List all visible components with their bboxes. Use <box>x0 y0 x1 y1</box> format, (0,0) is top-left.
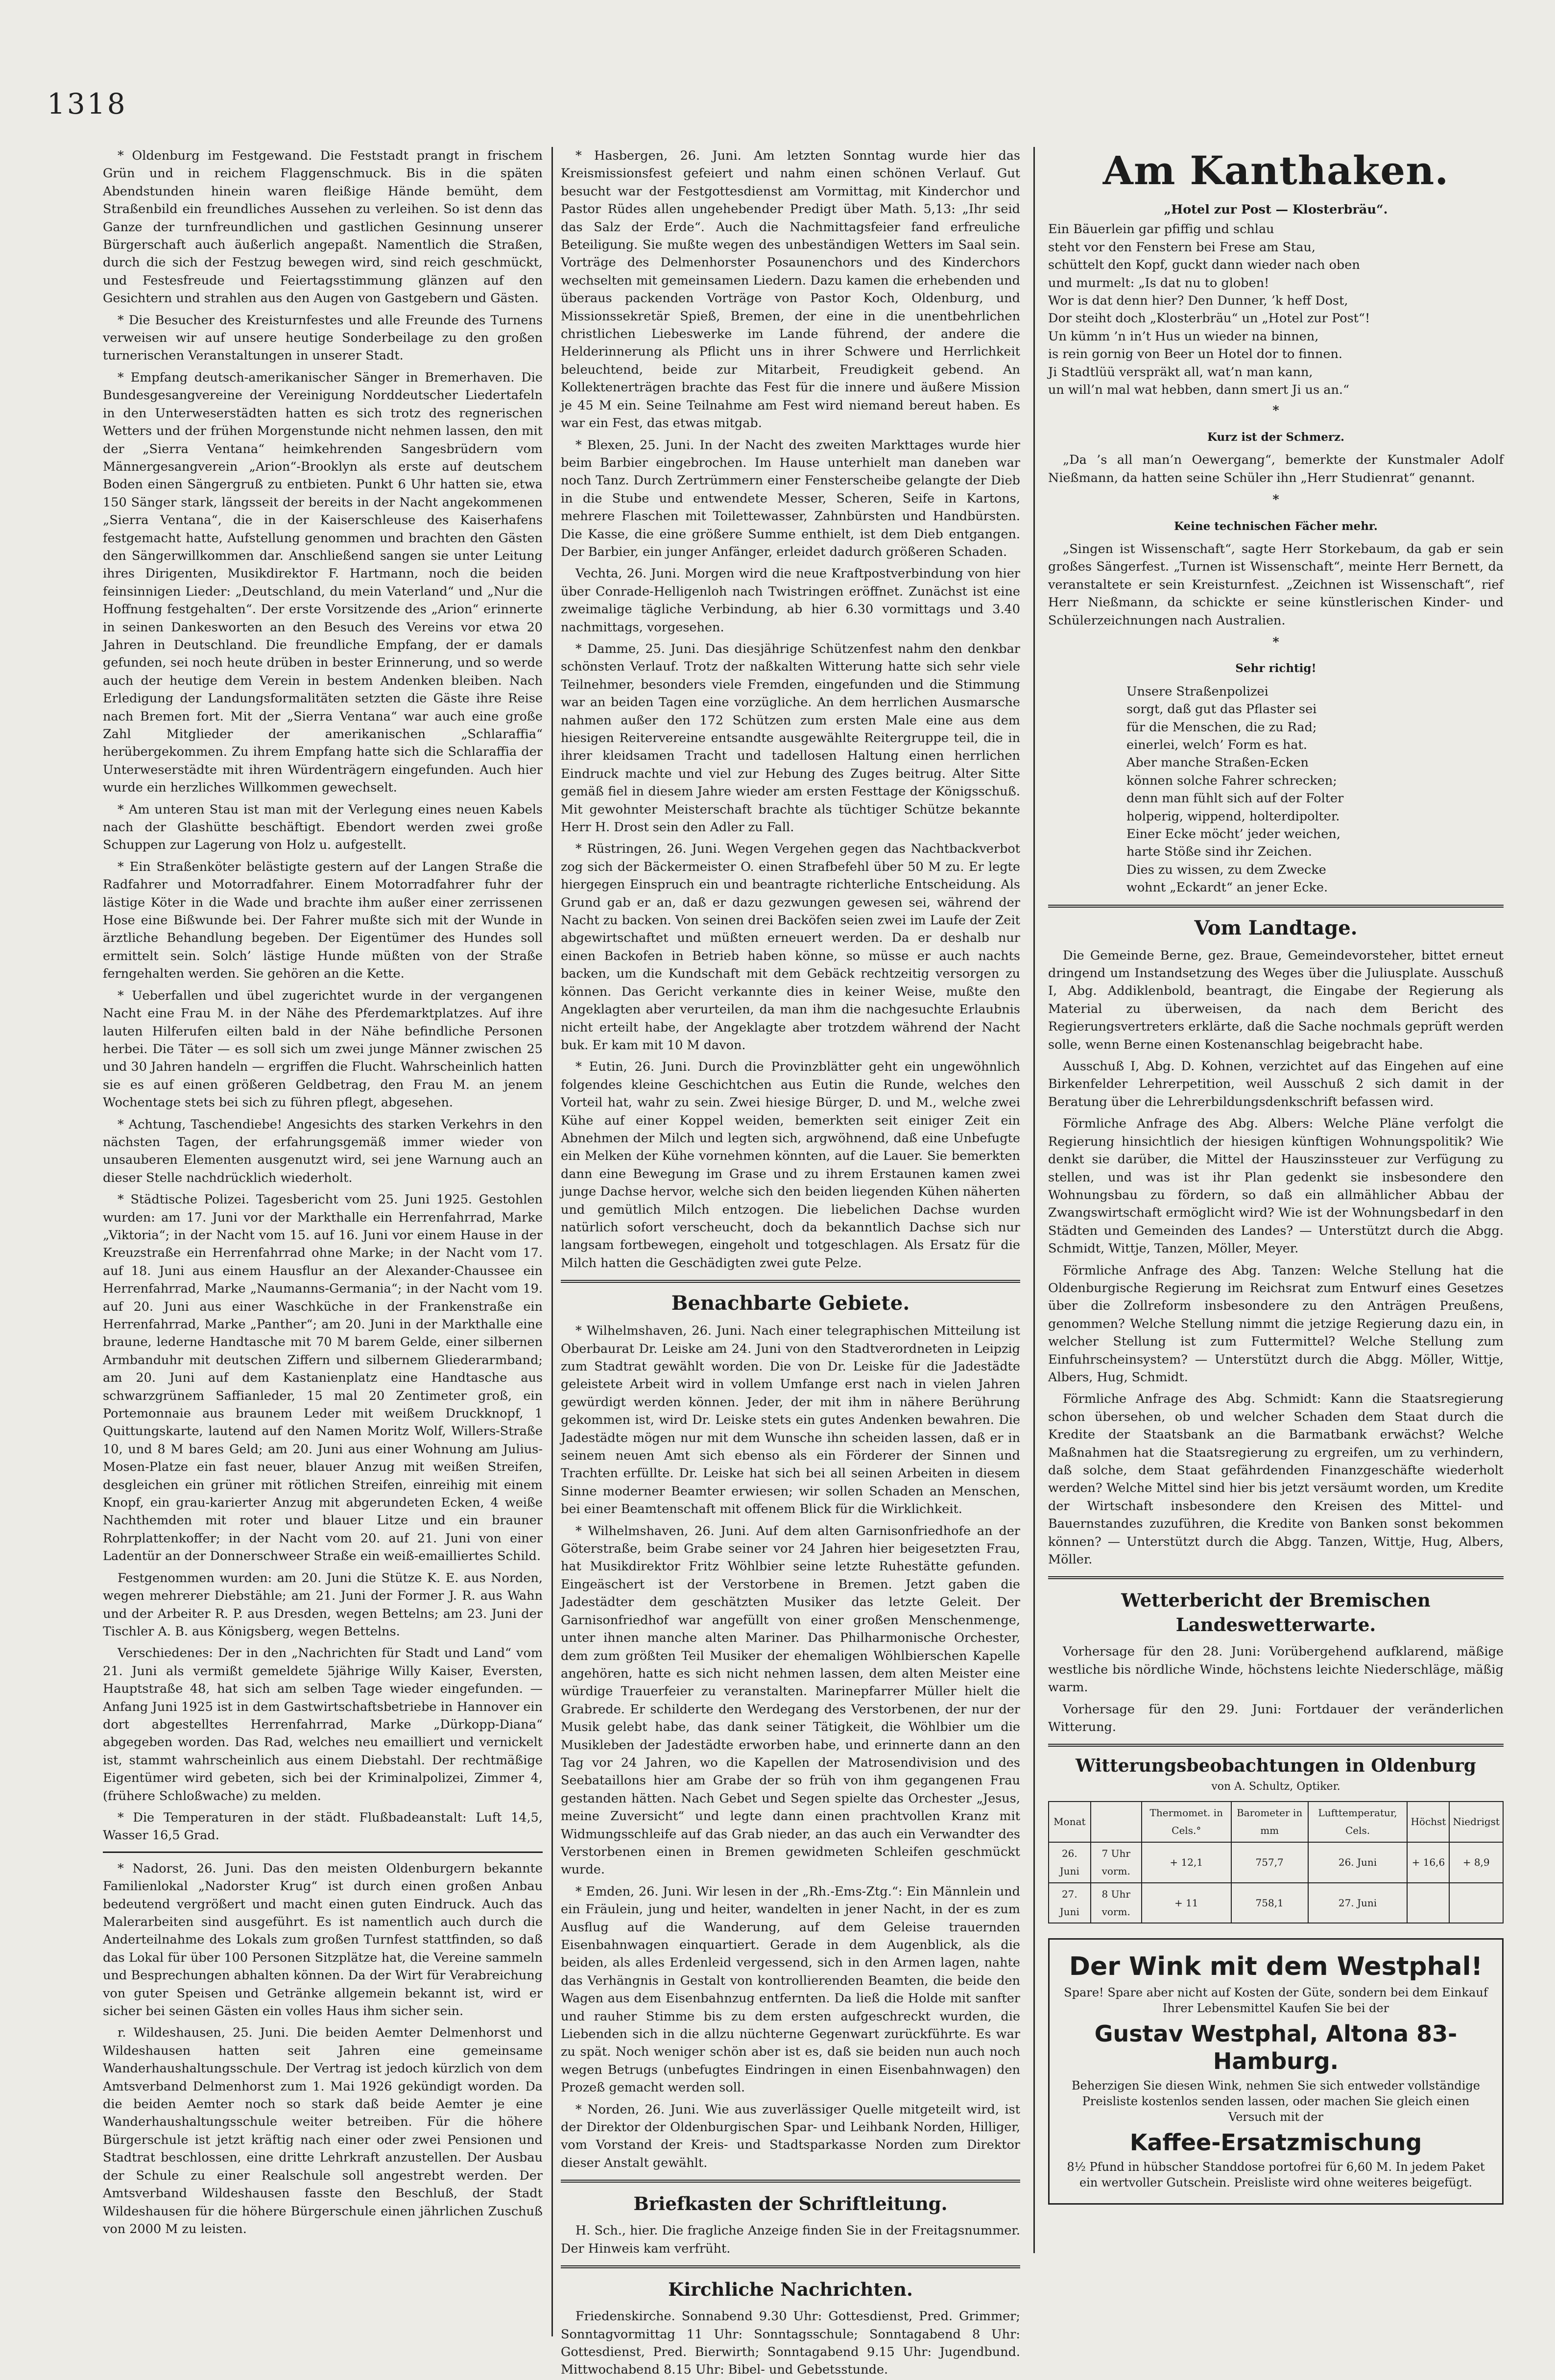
article-paragraph: * Die Temperaturen in der städt. Flußbadeanstalt: Luft 14,5, Wasser 16,5 Grad. <box>103 1810 543 1843</box>
article-paragraph: Förmliche Anfrage des Abg. Albers: Welche Pläne verfolgt die Regierung hinsichtlich der hiesigen künftigen Wohnungspolitik? Wie denkt sie darüber, die Mittel der Hauszinssteuer zur Verfügung zu stellen, und was ist ihr Plan gedenkt sie insbesondere den Wohnungsbau zu fördern, so daß ein allmählicher Abbau der Zwangswirtschaft ermöglicht wird? Wie ist der Wohnungsbedarf in den Städten und Gemeinden des Landes? — Unterstützt durch die Abgg. Schmidt, Wittje, Tanzen, Möller, Meyer. <box>1048 1116 1504 1256</box>
table-cell: 8 Uhr vorm. <box>1091 1883 1142 1923</box>
table-cell <box>1407 1883 1449 1923</box>
kurz-text: „Da ’s all man’n Oewergang“, bemerkte der Kunstmaler Adolf Nießmann, da hatten seine Schüler ihn „Herr Studienrat“ genannt. <box>1048 453 1504 485</box>
poem-line: und murmelt: „Is dat nu to globen! <box>1048 275 1269 290</box>
article-paragraph: Vorhersage für den 29. Juni: Fortdauer der veränderlichen Witterung. <box>1048 1702 1504 1735</box>
column-regional-news <box>561 147 1020 2378</box>
table-cell: + 16,6 <box>1407 1842 1449 1883</box>
table-cell: 27. Juni <box>1308 1883 1408 1923</box>
wetter-forecast <box>1048 1643 1504 1736</box>
poem-line: schüttelt den Kopf, guckt dann wieder nach oben <box>1048 258 1360 273</box>
poem-line: für die Menschen, die zu Rad; <box>1126 720 1317 735</box>
article-paragraph: * Städtische Polizei. Tagesbericht vom 25. Juni 1925. Gestohlen wurden: am 17. Juni vor der Markthalle ein Herrenfahrrad, Marke „Viktoria“; in der Nacht vom 15. auf 16. Juni vor einem Hause in der Kreuzstraße ein Herrenfahrrad ohne Marke; in der Nacht vom 17. auf 18. Juni aus einem Hausflur an der Alexander-Chaussee ein Herrenfahrrad, Marke „Naumanns-Germania“; in der Nacht vom 19. auf 20. Juni aus einer Waschküche in der Frankenstraße ein Herrenfahrrad, Marke „Panther“; am 20. Juni in der Markthalle eine braune, lederne Handtasche mit 70 M barem Gelde, einer silbernen Armbanduhr mit deutschen Ziffern und silbernem Gliederarmband; am 20. Juni auf dem Kastanienplatz eine Handtasche aus schwarzgrünem Saffianleder, 15 mal 20 Zentimeter groß, ein Portemonnaie aus braunem Leder mit weißem Druckknopf, 1 Quittungskarte, lautend auf den Namen Moritz Wolf, Willers-Straße 10, und 8 M bares Geld; am 20. Juni aus einer Wohnung am Julius-Mosen-Platze ein fast neuer, blauer Anzug mit weißen Streifen, desgleichen ein grüner mit rötlichen Streifen, einreihig mit einem Knopf, ein grau-karierter Anzug mit abgerundeten Ecken, 4 weiße Nachthemden mit roter und blauer Litze und ein brauner Rohrplattenkoffer; in der Nacht vom 20. auf 21. Juni von einer Ladentür an der Donnerschweer Straße ein weiß-emailliertes Schild. <box>103 1192 543 1564</box>
column-rule-2 <box>1033 147 1035 2253</box>
article-paragraph: * Hasbergen, 26. Juni. Am letzten Sonntag wurde hier das Kreismissionsfest gefeiert und nahm einen schönen Verlauf. Gut besucht war der Festgottesdienst am Vormittag, mit Kinderchor und Pastor Rüdes allen ungehebender Predigt über Math. 5,13: „Ihr seid das Salz der Erde“. Auch die Nachmittagsfeier fand erfreuliche Beteiligung. Sie mußte wegen des unbeständigen Wetters im Saal sein. Vorträge des Delmenhorster Posaunenchors und des Kinderchors wechselten mit gemeinsamen Liedern. Dazu kamen die erhebenden und überaus packenden Vorträge von Pastor Koch, Oldenburg, und Missionssekretär Spieß, Bremen, der eine in die unentbehrlichen christlichen Liebeswerke im Lande führend, der andere die Helderinnerung als Pflicht uns in ihrer Schwere und Herrlichkeit beleuchtend, beide zur Mitarbeit, Freudigkeit gebend. An Kollektenerträgen brachte das Fest für die innere und äußere Mission je 45 M ein. Seine Teilnahme am Fest wird niemand bereut haben. Es war ein Fest, das etwas mitgab. <box>561 148 1020 431</box>
advertisement-westphal <box>1048 1938 1504 2205</box>
article-paragraph: * Norden, 26. Juni. Wie aus zuverlässiger Quelle mitgeteilt wird, ist der Direktor der Oldenburgischen Spar- und Leihbank Norden, Hilliger, vom Vorstand der Kreis- und Stadtsparkasse Norden zum Direktor dieser Anstalt gewählt. <box>561 2102 1020 2170</box>
table-cell: 26. Juni <box>1049 1842 1091 1883</box>
divider <box>1048 1744 1504 1747</box>
table-cell: + 8,9 <box>1449 1842 1503 1883</box>
table-cell: 26. Juni <box>1308 1842 1408 1883</box>
article-paragraph: Verschiedenes: Der in den „Nachrichten für Stadt und Land“ vom 21. Juni als vermißt gemeldete 5jährige Willy Kaiser, Eversten, Hauptstraße 48, hat sich am selben Tage wieder eingefunden. — Anfang Juni 1925 ist in dem Gastwirtschaftsbetriebe in Hannover ein dort abgestelltes Herrenfahrrad, Marke „Dürkopp-Diana“ abgegeben worden. Das Rad, welches neu emailliert und vernickelt ist, stammt wahrscheinlich aus einem Diebstahl. Der rechtmäßige Eigentümer wird gebeten, sich bei der Kriminalpolizei, Zimmer 4, (frühere Schloßwache) zu melden. <box>103 1646 543 1803</box>
obs-header-cell: Niedrigst <box>1449 1802 1503 1842</box>
article-paragraph: Friedenskirche. Sonnabend 9.30 Uhr: Gottesdienst, Pred. Grimmer; Sonntagvormittag 11 Uhr: Sonntagsschule; Sonntagabend 8 Uhr: Gottesdienst, Pred. Bierwirth; Sonntagabend 9.15 Uhr: Jugendbund. Mittwochabend 8.15 Uhr: Bibel- und Gebetsstunde. <box>561 2309 1020 2378</box>
divider <box>1048 905 1504 908</box>
poem-line: Un kümm ’n in’t Hus un wieder na binnen, <box>1048 329 1319 344</box>
article-paragraph: * Empfang deutsch-amerikanischer Sänger in Bremerhaven. Die Bundesgesangvereine der Vereinigung Norddeutscher Liedertafeln in den Unterweserstädten hatten es sich trotz des regnerischen Wetters und der frühen Morgenstunde nicht nehmen lassen, den mit der „Sierra Ventana“ heimkehrenden Sangesbrüdern vom Männergesangverein „Arion“-Brooklyn als erste auf deutschem Boden einen Sängergruß zu entbieten. Punkt 6 Uhr hatten sie, etwa 150 Sänger stark, längsseit der bereits in der Nacht angekommenen „Sierra Ventana“, die in der Kaiserschleuse des Kaiserhafens festgemacht hatte, Aufstellung genommen und brachten den Gästen den Sängerwillkommen dar. Anschließend sangen sie unter Leitung ihres Dirigenten, Musikdirektor F. Hartmann, noch die beiden feinsinnigen Lieder: „Deutschland, du mein Vaterland“ und „Nur die Hoffnung festgehalten“. Der erste Vorsitzende des „Arion“ erinnerte in seinen Dankesworten an den Besuch des Vereins vor etwa 20 Jahren in Deutschland. Die freundliche Empfang, der er damals gefunden, sei noch heute drüben in bester Erinnerung, und so werde auch der heutige dem Verein in bestem Andenken bleiben. Nach Erledigung der Landungsformalitäten setzten die Gäste ihre Reise nach Bremen fort. Mit der „Sierra Ventana“ war auch eine große Zahl Mitglieder der amerikanischen „Schlaraffia“ herübergekommen. Zu ihrem Empfang hatte sich die Schlaraffia der Unterweserstädte mit ihren Würdenträgern eingefunden. Auch hier wurde ein herzliches Willkommen gewechselt. <box>103 370 543 795</box>
landtag-articles <box>1048 947 1504 1569</box>
sehr-poem <box>1048 683 1504 897</box>
kurz-title: Kurz ist der Schmerz. <box>1207 430 1345 444</box>
article-paragraph: * Oldenburg im Festgewand. Die Feststadt prangt in frischem Grün und in reichem Flaggenschmuck. Bis in die späten Abendstunden hinein waren fleißige Hände bemüht, dem Straßenbild ein freundliches Aussehen zu verleihen. So ist denn das Ganze der turnfreundlichen und gastlichen Gesinnung unserer Bürgerschaft auch äußerlich angepaßt. Namentlich die Straßen, durch die sich der Festzug bewegen wird, sind reich geschmückt, und Festesfreude und Feiertagsstimmung glänzen auf den Gesichtern und strahlen aus den Augen von Gastgebern und Gästen. <box>103 148 543 306</box>
article-paragraph: * Emden, 26. Juni. Wir lesen in der „Rh.-Ems-Ztg.“: Ein Männlein und ein Fräulein, jung und heiter, wandelten in jener Nacht, in der es zum Ausflug auf die Wanderung, auf dem Geleise trauernden Eisenbahnwagen einquartiert. Gerade in dem Augenblick, als die beiden, als alles Erdenleid vergessend, sich in den Armen lagen, nahte das Verhängnis in Gestalt von kontrollierenden Beamten, die beide den Wagen aus dem Eisenbahnzug entfernten. Da ließ die Holde mit sanfter und rauher Stimme bis zu dem ersten aufgeschreckt wurden, die Liebenden sich in die allzu nüchterne Gegenwart zurückführte. Es war zu spät. Noch weniger schön aber ist es, daß sie beiden nun auch noch wegen Betrugs (unbefugtes Eindringen in einen Eisenbahnwagen) den Prozeß gemacht werden soll. <box>561 1884 1020 2095</box>
poem-line: können solche Fahrer schrecken; <box>1126 773 1337 788</box>
poem-line: sorgt, daß gut das Pflaster sei <box>1126 702 1317 717</box>
ad-brand: Gustav Westphal, Altona 83-Hamburg. <box>1094 2020 1458 2075</box>
table-cell: + 12,1 <box>1142 1842 1231 1883</box>
article-paragraph: * Rüstringen, 26. Juni. Wegen Vergehen gegen das Nachtbackverbot zog sich der Bäckermeister O. einen Strafbefehl über 50 M zu. Er legte hiergegen Einspruch ein und beantragte richterliche Entscheidung. Als Grund gab er an, daß er dazu gezwungen gewesen sei, während der Nacht zu backen. Von seinen drei Backöfen seien zwei im Laufe der Zeit abgewirtschaftet und müßten erneuert werden. Da er deshalb nur einen Backofen in Betrieb haben könne, so müsse er auch nachts backen, um die Kundschaft mit dem Gebäck rechtzeitig versorgen zu können. Das Gericht verkannte dies in keiner Weise, mußte den Angeklagten aber verurteilen, da man ihm die nachgesuchte Erlaubnis nicht erteilt habe, der Angeklagte aber trotzdem während der Nacht buk. Er kam mit 10 M davon. <box>561 841 1020 1053</box>
poem-line: Dies zu wissen, zu dem Zwecke <box>1126 862 1326 877</box>
obs-header-cell: Monat <box>1049 1802 1091 1842</box>
landtag-title: Vom Landtage. <box>1194 916 1358 939</box>
section-heading: Briefkasten der Schriftleitung. <box>633 2193 948 2215</box>
article-paragraph: Vorhersage für den 28. Juni: Vorübergehend aufklarend, mäßige westliche bis nördliche Winde, höchstens leichte Niederschläge, mäßig warm. <box>1048 1644 1504 1695</box>
poem-line: einerlei, welch’ Form es hat. <box>1126 737 1307 752</box>
divider <box>103 1851 543 1853</box>
column-rule-1 <box>551 147 553 2336</box>
poem-line: Ein Bäuerlein gar pfiffig und schlau <box>1048 222 1274 237</box>
article-paragraph: Vechta, 26. Juni. Morgen wird die neue Kraftpostverbindung von hier über Conrade-Helligenloh nach Twistringen eröffnet. Zunächst ist eine zweimalige tägliche Verbindung, ab hier 6.30 vormittags und 3.40 nachmittags, vorgesehen. <box>561 566 1020 635</box>
ad-line2: Beherzigen Sie diesen Wink, nehmen Sie sich entweder vollständige Preisliste kostenlos senden lassen, oder machen Sie gleich einen Versuch mit der <box>1072 2079 1480 2124</box>
section-heading: Benachbarte Gebiete. <box>671 1292 910 1315</box>
article-paragraph: H. Sch., hier. Die fragliche Anzeige finden Sie in der Freitagsnummer. Der Hinweis kam verfrüht. <box>561 2223 1020 2256</box>
page-number: 1318 <box>47 87 127 120</box>
poem-line: is rein gornig von Beer un Hotel dor to finnen. <box>1048 347 1342 362</box>
poem-line: Wor is dat denn hier? Den Dunner, ’k heff Dost, <box>1048 293 1348 309</box>
table-cell: 7 Uhr vorm. <box>1091 1842 1142 1883</box>
ad-line3: 8½ Pfund in hübscher Standdose portofrei für 6,60 M. In jedem Paket ein wertvoller Gutschein. Preisliste wird ohne weiteres beigefügt. <box>1067 2160 1485 2190</box>
wetter-title: Wetterbericht der Bremischen Landeswetterwarte. <box>1121 1589 1431 1636</box>
obs-header-cell: Lufttemperatur, Cels. <box>1308 1802 1408 1842</box>
article-paragraph: * Die Besucher des Kreisturnfestes und alle Freunde des Turnens verweisen wir auf unsere heutige Sonderbeilage zu den großen turnerischen Veranstaltungen in unserer Stadt. <box>103 313 543 363</box>
article-paragraph: * Nadorst, 26. Juni. Das den meisten Oldenburgern bekannte Familienlokal „Nadorster Krug“ ist durch einen großen Anbau bedeutend vergrößert und macht einen guten Eindruck. Auch das Malerarbeiten sind ausgeführt. Es ist namentlich auch durch die Anderteilnahme des Lokals zum großen Turnfest stattfinden, so daß das Lokal für über 100 Personen Sitzplätze hat, die Vereine sammeln und Besprechungen abhalten können. Da der Wirt für Verabreichung von guter Speisen und Getränke allgemein bekannt ist, wird er sicher bei seinen Gästen ein volles Haus ihm sicher sein. <box>103 1861 543 2019</box>
ad-line1: Spare! Spare aber nicht auf Kosten der Güte, sondern bei dem Einkauf Ihrer Lebensmittel Kaufen Sie bei der <box>1064 1986 1488 2016</box>
poem-line: denn man fühlt sich auf der Folter <box>1126 791 1344 806</box>
section-title-kanthaken: Am Kanthaken. <box>1102 147 1449 193</box>
obs-header-row <box>1049 1802 1503 1842</box>
article-paragraph: * Eutin, 26. Juni. Durch die Provinzblätter geht ein ungewöhnlich folgendes kleine Geschichtchen aus Eutin die Runde, welches den Vorteil hat, wahr zu sein. Zwei hiesige Bürger, D. und M., welche zwei Kühe auf einer Koppel weiden, bemerkten seit einiger Zeit ein Abnehmen der Milch und legten sich, argwöhnend, daß eine Unbefugte ein Melken der Kühe vornehmen könnten, auf die Lauer. Sie bemerkten dann eine Bewegung im Grase und zu ihrem Erstaunen kamen zwei junge Dachse hervor, welche sich den beiden liegenden Kühen näherten und gemütlich Milch entzogen. Die liebelichen Dachse wurden natürlich sofort verscheucht, doch da bekanntlich Dachse sich nur langsam fortbewegen, eingeholt und totgeschlagen. Als Ersatz für die Milch hatten die Geschädigten zwei gute Pelze. <box>561 1059 1020 1271</box>
separator-star: * <box>1272 492 1279 507</box>
poem-line: steht vor den Fenstern bei Frese am Stau, <box>1048 240 1316 255</box>
column-features <box>1048 147 1504 2248</box>
article-paragraph: * Ueberfallen und übel zugerichtet wurde in der vergangenen Nacht eine Frau M. in der Nähe des Pferdemarktplatzes. Auf ihre lauten Hilferufen eilten bald in der Nähe befindliche Personen herbei. Die Täter — es soll sich um zwei junge Männer zwischen 25 und 30 Jahren handeln — ergriffen die Flucht. Wahrscheinlich hatten sie es auf einen größeren Geldbetrag, den Frau M. an jenem Wochentage stets bei sich zu führen pflegt, abgesehen. <box>103 988 543 1110</box>
keine-text: „Singen ist Wissenschaft“, sagte Herr Storkebaum, da gab er sein großes Sängerfest. „Turnen ist Wissenschaft“, meinte Herr Bernett, da veranstaltete er sein Kreisturnfest. „Zeichnen ist Wissenschaft“, rief Herr Nießmann, da schickte er seine künstlerischen Kinder- und Schülerzeichnungen nach Australien. <box>1048 541 1504 628</box>
article-paragraph: * Wilhelmshaven, 26. Juni. Auf dem alten Garnisonfriedhofe an der Göterstraße, beim Grabe seiner vor 24 Jahren hier beigesetzten Frau, hat Musikdirektor Fritz Wöhlbier seine letzte Ruhestätte gefunden. Eingeäschert ist der Verstorbene in Bremen. Jetzt gaben die Jadestädter dem geschätzten Musiker das letzte Geleit. Der Garnisonfriedhof war angefüllt von einer großen Menschenmenge, unter ihnen manche alten Mariner. Das Philharmonische Orchester, dem zum größten Teil Musiker der ehemaligen Wöhlbierschen Kapelle angehören, hatte es sich nicht nehmen lassen, dem alten Meister eine würdige Trauerfeier zu veranstalten. Marinepfarrer Müller hielt die Grabrede. Er schilderte den Werdegang des Verstorbenen, der nur der Musik gelebt habe, das dank seiner Tätigkeit, die Wöhlbier um die Musikleben der Jadestädte erworben habe, und erinnerte dann an den Tag vor 24 Jahren, wo die Kapellen der Matrosendivision und des Seebataillons hier am Grabe der so früh von ihm gegangenen Frau gestanden hätten. Nach Gebet und Segen spielte das Orchester „Jesus, meine Zuversicht“ und legte dann einen prachtvollen Kranz mit Widmungsschleife auf das Grab nieder, an das auch ein Verwandter des Verstorbenen einen in Bremen gewidmeten Schleifen geschmückt wurde. <box>561 1523 1020 1877</box>
separator-star: * <box>1272 634 1279 649</box>
article-paragraph: Förmliche Anfrage des Abg. Tanzen: Welche Stellung hat die Oldenburgische Regierung im Reichsrat zum Entwurf eines Gesetzes über die Zollreform insbesondere zu den Anträgen Preußens, genommen? Welche Stellung nimmt die jetzige Regierung dazu ein, in welcher Stellung ist zum Futtermittel? Welche Stellung zum Einfuhrscheinsystem? — Unterstützt durch die Abgg. Möller, Wittje, Albers, Hug, Schmidt. <box>1048 1263 1504 1385</box>
sehr-title: Sehr richtig! <box>1235 662 1316 675</box>
table-cell: 27. Juni <box>1049 1883 1091 1923</box>
poem-line: holperig, wippend, holterdipolter. <box>1126 809 1340 824</box>
obs-title: Witterungsbeobachtungen in Oldenburg <box>1076 1755 1476 1777</box>
table-cell <box>1449 1883 1503 1923</box>
poem-line: un will’n mal wat hebben, dann smert Ji us an.“ <box>1048 383 1350 398</box>
table-row <box>1049 1883 1503 1923</box>
article-paragraph: * Achtung, Taschendiebe! Angesichts des starken Verkehrs in den nächsten Tagen, der erfahrungsgemäß immer wieder von unsauberen Elementen ausgenutzt wird, sei jene Warnung auch an dieser Stelle nachdrücklich wiederholt. <box>103 1117 543 1185</box>
article-paragraph: Festgenommen wurden: am 20. Juni die Stütze K. E. aus Norden, wegen mehrerer Diebstähle; am 21. Juni der Former J. R. aus Wahn und der Arbeiter R. P. aus Dresden, wegen Bettelns; am 23. Juni der Tischler A. B. aus Königsberg, wegen Bettelns. <box>103 1570 543 1639</box>
table-cell: 758,1 <box>1231 1883 1308 1923</box>
article-paragraph: Die Gemeinde Berne, gez. Braue, Gemeindevorsteher, bittet erneut dringend um Instandsetzung des Weges über die Juliusplate. Ausschuß I, Abg. Addiklenbold, beantragt, die Eingabe der Regierung als Material zu überweisen, da nach dem Bericht des Regierungsvertreters erklärte, daß die Sache nochmals geprüft werden solle, wenn Berne einen Kostenanschlag beigebracht habe. <box>1048 948 1504 1052</box>
divider <box>1048 1576 1504 1579</box>
divider <box>561 2265 1020 2268</box>
separator-star: * <box>1272 403 1279 418</box>
article-paragraph: * Wilhelmshaven, 26. Juni. Nach einer telegraphischen Mitteilung ist Oberbaurat Dr. Leiske am 24. Juni von den Stadtverordneten in Leipzig zum Stadtrat gewählt worden. Die von Dr. Leiske für die Jadestädte geleistete Arbeit wird in vollem Umfange erst nach in vielen Jahren gewürdigt werden können. Jeder, der mit ihm in nähere Berührung gekommen ist, wird Dr. Leiske stets ein gutes Andenken bewahren. Die Jadestädte mögen nur mit dem Wunsche ihn scheiden lassen, daß er in seinem neuen Amt sich ebenso als ein Förderer der Sinnen und Trachten erfüllte. Dr. Leiske hat sich bei all seinen Arbeiten in diesem Sinne moderner Beamter erwiesen; wir sollen Schaden an Menschen, bei einer Beamtenschaft mit offenem Blick für die Wirklichkeit. <box>561 1323 1020 1517</box>
column-local-news <box>103 147 543 2341</box>
obs-header-cell: Thermomet. in Cels.° <box>1142 1802 1231 1842</box>
obs-header-cell: Höchst <box>1407 1802 1449 1842</box>
obs-header-cell <box>1091 1802 1142 1842</box>
table-cell: + 11 <box>1142 1883 1231 1923</box>
poem-line: harte Stöße sind ihr Zeichen. <box>1126 844 1312 860</box>
poem-line: Ji Stadtlüü verspräkt all, wat’n man kann, <box>1048 364 1313 380</box>
section-heading: Kirchliche Nachrichten. <box>668 2279 913 2301</box>
poem-line: Unsere Straßenpolizei <box>1126 684 1268 699</box>
kanthaken-poem <box>1048 220 1504 399</box>
ad-product: Kaffee-Ersatzmischung <box>1129 2129 1422 2156</box>
article-paragraph: * Blexen, 25. Juni. In der Nacht des zweiten Markttages wurde hier beim Barbier eingebrochen. Im Hause unterhielt man daneben war noch Tanz. Durch Zertrümmern einer Fensterscheibe gelangte der Dieb in die Stube und entwendete Messer, Scheren, Seife in Kartons, mehrere Flaschen mit Toilettewasser, Zahnbürsten und Handbürsten. Die Kasse, die eine größere Summe enthielt, ist dem Dieb entgangen. Der Barbier, ein junger Anfänger, erleidet dadurch größeren Schaden. <box>561 437 1020 559</box>
article-paragraph: Förmliche Anfrage des Abg. Schmidt: Kann die Staatsregierung schon übersehen, ob und welcher Schaden dem Staat durch die Kredite der Staatsbank an die Barmatbank erwächst? Welche Maßnahmen hat die Staatsregierung zu ergreifen, um zu verhindern, daß solche, dem Staat gefährdenden Finanzgeschäfte wiederholt werden? Welche Mittel sind hier bis jetzt versäumt worden, um Kredite der Wirtschaft insbesondere den Kreisen des Mittel- und Bauernstandes zuzuführen, die Kredite von Banken sonst bekommen können? — Unterstützt durch die Abgg. Tanzen, Wittje, Hug, Albers, Möller. <box>1048 1392 1504 1567</box>
keine-title: Keine technischen Fächer mehr. <box>1174 519 1378 533</box>
obs-header-cell: Barometer in mm <box>1231 1802 1308 1842</box>
obs-subtitle: von A. Schultz, Optiker. <box>1211 1780 1340 1793</box>
article-paragraph: Ausschuß I, Abg. D. Kohnen, verzichtet auf das Eingehen auf eine Birkenfelder Lehrerpetition, weil Ausschuß 2 sich damit in der Beratung über die Lehrerbildungsdenkschrift befassen wird. <box>1048 1059 1504 1109</box>
kanthaken-subtitle: „Hotel zur Post — Klosterbräu“. <box>1164 202 1388 217</box>
weather-observations-table <box>1048 1801 1504 1923</box>
divider <box>561 1280 1020 1283</box>
ad-headline: Der Wink mit dem Westphal! <box>1069 1952 1483 1982</box>
obs-body <box>1049 1842 1503 1923</box>
poem-line: Aber manche Straßen-Ecken <box>1126 755 1309 770</box>
poem-line: Einer Ecke möcht’ jeder weichen, <box>1126 827 1340 841</box>
divider <box>561 2180 1020 2183</box>
table-cell: 757,7 <box>1231 1842 1308 1883</box>
article-paragraph: * Damme, 25. Juni. Das diesjährige Schützenfest nahm den denkbar schönsten Verlauf. Trotz der naßkalten Witterung hatte sich sehr viele Teilnehmer, besonders viele Fremden, eingefunden und die Stimmung war an beiden Tagen eine vorzügliche. An dem herrlichen Ausmarsche nahmen außer den 172 Schützen zum ersten Male eine aus dem hiesigen Reitervereine entsandte ausgewählte Reitergruppe teil, die in ihrer kleidsamen Tracht und tadellosen Haltung einen herrlichen Eindruck machte und viel zur Hebung des Zuges beitrug. Alter Sitte gemäß fiel in diesem Jahre wieder am ersten Festtage der Königsschuß. Mit gewohnter Meisterschaft brachte als tüchtiger Schütze bekannte Herr H. Drost sein den Adler zu Fall. <box>561 641 1020 835</box>
table-row <box>1049 1842 1503 1883</box>
poem-line: Dor steiht doch „Klosterbräu“ un „Hotel zur Post“! <box>1048 311 1370 326</box>
article-paragraph: * Am unteren Stau ist man mit der Verlegung eines neuen Kabels nach der Glashütte beschäftigt. Ebendort werden zwei große Schuppen zur Lagerung von Holz u. aufgestellt. <box>103 802 543 853</box>
poem-line: wohnt „Eckardt“ an jener Ecke. <box>1126 880 1328 895</box>
article-paragraph: * Ein Straßenköter belästigte gestern auf der Langen Straße die Radfahrer und Motorradfahrer. Einem Motorradfahrer fuhr der lästige Köter in die Wade und brachte ihm außer einer zerrissenen Hose eine Bißwunde bei. Der Fahrer mußte sich mit der Wunde in ärztliche Behandlung begeben. Der Eigentümer des Hundes soll ermittelt sein. Solch’ lästige Hunde müßten von der Straße ferngehalten werden. Sie gehören an die Kette. <box>103 859 543 982</box>
article-paragraph: r. Wildeshausen, 25. Juni. Die beiden Aemter Delmenhorst und Wildeshausen hatten seit Jahren eine gemeinsame Wanderhaushaltungsschule. Der Vertrag ist jedoch kürzlich von dem Amtsverband Delmenhorst zum 1. Mai 1926 gekündigt worden. Da die beiden Aemter noch so stark daß beide Aemter je eine Wanderhaushaltungsschule weiter betreiben. Für die höhere Bürgerschule ist jetzt kräftig nach einer oder zwei Pensionen und Stadtrat beschlossen, eine dritte Lehrkraft anzustellen. Der Ausbau der Schule zu einer Realschule soll angestrebt werden. Der Amtsverband Wildeshausen fasste den Beschluß, der Stadt Wildeshausen für die höhere Bürgerschule einen jährlichen Zuschuß von 2000 M zu leisten. <box>103 2025 543 2236</box>
